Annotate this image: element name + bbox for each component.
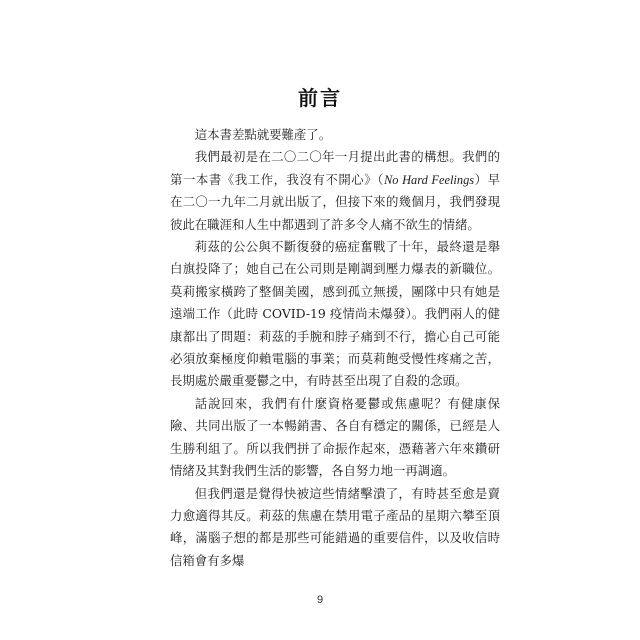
paragraph-3: 莉茲的公公與不斷復發的癌症奮戰了十年，最終還是舉白旗投降了；她自己在公司則是剛調到壓力爆表的新職位。莫莉搬家橫跨了整個美國，感到孤立無援，團隊中只有她是遠端工作（此時 COVID-19 疫情尚未爆發）。我們兩人的健康都出了問題：莉茲的手腕和脖子痛到不行，擔心自己可能必須放棄極度仰賴電腦的事業；而莫莉飽受慢性疼痛之苦，長期處於嚴重憂鬱之中，有時甚至出現了自殺的念頭。 bbox=[170, 239, 500, 389]
paragraph-2 bbox=[170, 146, 500, 236]
page-number: 9 bbox=[316, 594, 324, 606]
paragraph-4: 話說回來，我們有什麼資格憂鬱或焦慮呢？有健康保險、共同出版了一本暢銷書、各自有穩定的關係，已經是人生勝利組了。所以我們拼了命振作起來，憑藉著六年來鑽研情緒及其對我們生活的影響，各自努力地一再調適。 bbox=[170, 395, 500, 479]
book-title-english: No Hard Feelings bbox=[383, 172, 475, 187]
paragraph-2-before: 我們最初是在二〇二〇年一月提出此書的構想。我們的第一本書《我工作，我沒有不開心》（ bbox=[170, 149, 500, 187]
paragraph-2-after: ）早在二〇一九年二月就出版了，但接下來的幾個月，我們發現彼此在職涯和人生中都遇到了許多令人痛不欲生的情緒。 bbox=[170, 171, 500, 232]
body-text bbox=[170, 124, 500, 572]
chapter-title: 前言 bbox=[298, 86, 342, 110]
paragraph-5: 但我們還是覺得快被這些情緒擊潰了，有時甚至愈是賣力愈適得其反。莉茲的焦慮在禁用電子產品的星期六攀至頂峰，滿腦子想的都是那些可能錯過的重要信件，以及收信時信箱會有多爆 bbox=[170, 485, 500, 568]
paragraph-1: 這本書差點就要難產了。 bbox=[194, 127, 332, 142]
